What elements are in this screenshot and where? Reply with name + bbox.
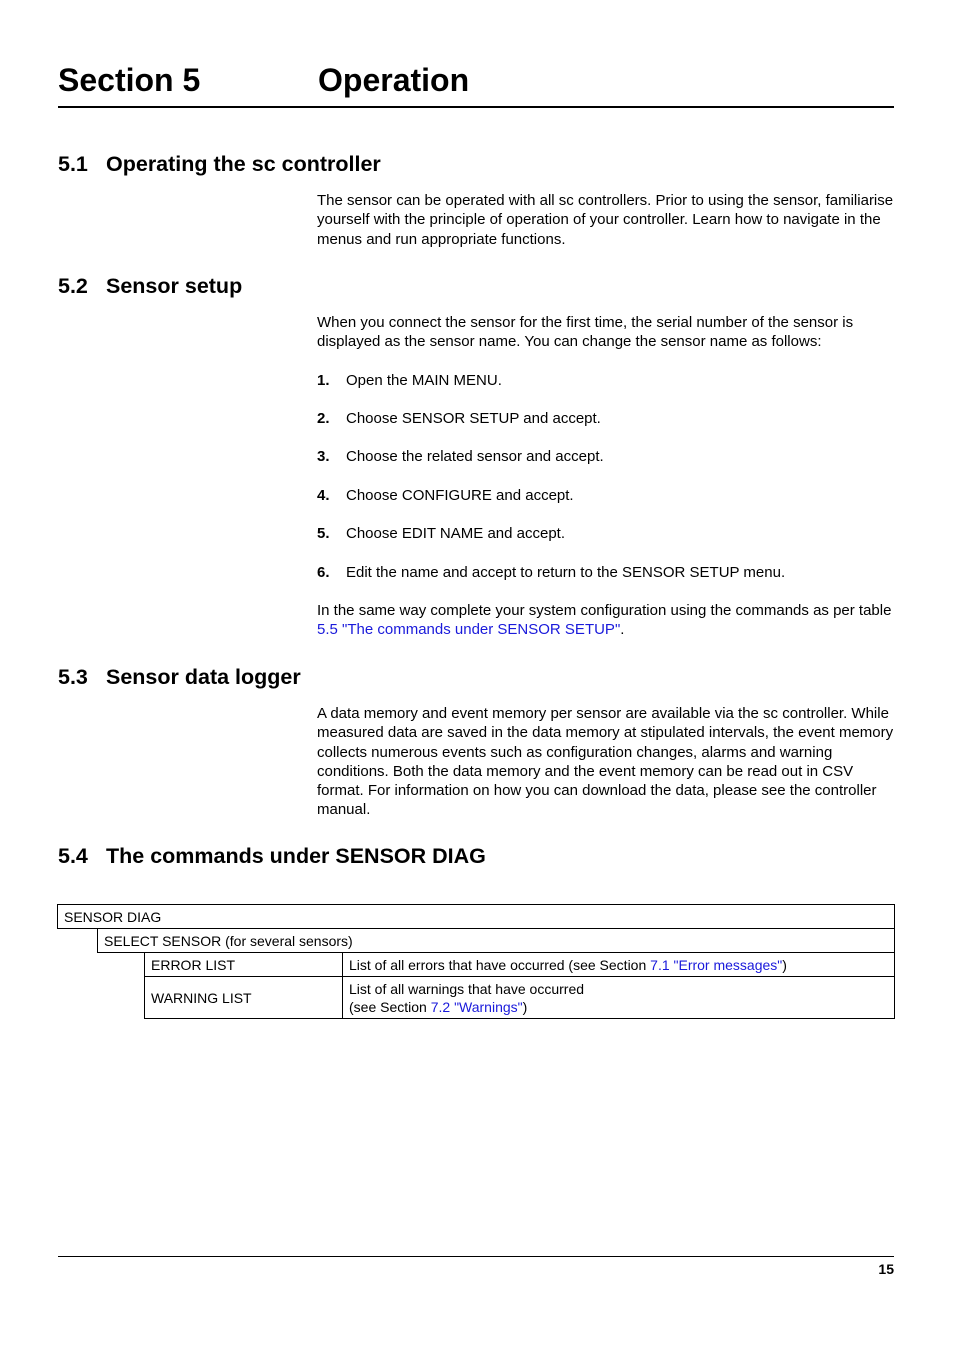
page-number: 15 (878, 1261, 894, 1277)
step-number: 6. (317, 564, 330, 581)
text: ) (522, 998, 528, 1015)
paragraph-5-2-intro: When you connect the sensor for the first time, the serial number of the sensor is displayed as the sensor name. You can change the sensor name as follows: (317, 314, 854, 351)
heading-title: Sensor setup (106, 274, 243, 298)
text: In the same way complete your system configuration using the commands as per table (317, 602, 892, 619)
heading-number: 5.2 (58, 274, 88, 298)
step-text: Choose CONFIGURE and accept. (346, 487, 574, 504)
list-item (317, 447, 604, 466)
step-number: 3. (317, 448, 330, 465)
step-number: 5. (317, 525, 330, 542)
description-cell (342, 953, 894, 976)
step-number: 2. (317, 410, 330, 427)
paragraph-5-3: A data memory and event memory per sensor are available via the sc controller. While measured data are saved in the data memory at stipulated intervals, the event memory collects numerous events such as configuration changes, alarms and warning conditions. Both the data memory and the event memory can be read out in CSV format. For information on how you can download the data, please see the controller manual. (317, 705, 894, 819)
paragraph-5-1: The sensor can be operated with all sc controllers. Prior to using the sensor, familiarise yourself with the principle of operation of your controller. Learn how to navigate in the menus and run appropriate functions. (317, 192, 894, 248)
heading-5-2 (58, 273, 242, 299)
command-cell: ERROR LIST (151, 956, 236, 973)
warnings-link[interactable]: 7.2 "Warnings" (430, 998, 523, 1015)
description-cell (342, 977, 894, 1018)
section-number: Section 5 (58, 62, 201, 98)
heading-5-1 (58, 151, 381, 177)
table-cell: SENSOR DIAG (64, 908, 162, 925)
paragraph-5-2-outro (317, 601, 897, 640)
list-item (317, 486, 574, 505)
text: . (620, 621, 625, 639)
text: (see Section (349, 998, 431, 1015)
list-item (317, 563, 785, 582)
heading-number: 5.3 (58, 665, 88, 689)
section-header (58, 58, 894, 108)
table-5-5-link[interactable]: 5.5 "The commands under SENSOR SETUP" (317, 621, 621, 639)
footer-divider (58, 1256, 894, 1257)
list-item (317, 409, 601, 428)
step-text: Choose EDIT NAME and accept. (346, 525, 565, 542)
heading-title: Operating the sc controller (106, 152, 381, 176)
heading-number: 5.1 (58, 152, 88, 176)
text: ) (782, 956, 787, 973)
list-item (317, 371, 502, 390)
error-messages-link[interactable]: 7.1 "Error messages" (650, 956, 783, 973)
text: List of all warnings that have occurred (349, 980, 585, 997)
section-title: Operation (318, 62, 470, 98)
step-text: Choose SENSOR SETUP and accept. (346, 410, 601, 427)
command-cell: WARNING LIST (151, 989, 252, 1006)
step-text: Choose the related sensor and accept. (346, 448, 604, 465)
heading-title: The commands under SENSOR DIAG (106, 844, 486, 868)
table-row (144, 952, 895, 977)
step-number: 1. (317, 372, 330, 389)
table-row (57, 904, 895, 929)
heading-5-4 (58, 843, 486, 869)
step-number: 4. (317, 487, 330, 504)
list-item (317, 524, 565, 543)
text: List of all errors that have occurred (see Section (349, 956, 651, 973)
heading-title: Sensor data logger (106, 665, 301, 689)
table-cell: SELECT SENSOR (for several sensors) (104, 932, 353, 949)
table-row (97, 928, 895, 953)
step-text: Edit the name and accept to return to the SENSOR SETUP menu. (346, 564, 786, 581)
table-row (144, 976, 895, 1019)
heading-5-3 (58, 664, 301, 690)
step-text: Open the MAIN MENU. (346, 372, 502, 389)
heading-number: 5.4 (58, 844, 88, 868)
